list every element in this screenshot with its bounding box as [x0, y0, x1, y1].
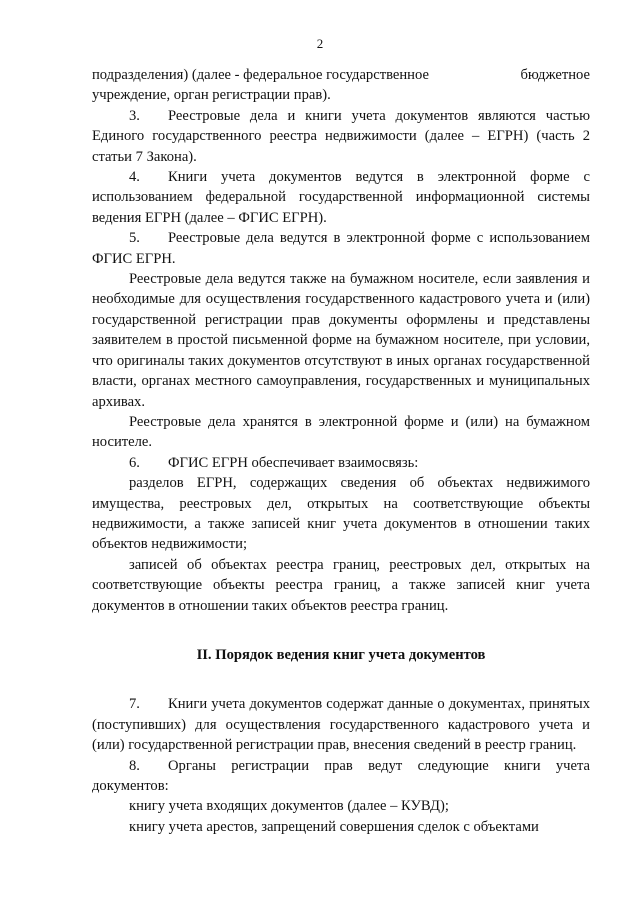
paragraph-text: ФГИС ЕГРН обеспечивает взаимосвязь:	[168, 454, 419, 471]
paragraph-number: 6.	[129, 454, 140, 471]
paragraph-5	[92, 228, 590, 269]
paragraph-text: Органы регистрации прав ведут следующие книги учета документов:	[92, 757, 590, 794]
paragraph-6-records: записей об объектах реестра границ, реестровых дел, открытых на соответствующие объекты реестра границ, а также записей книг учета документов в отношении таких объектов реестра границ.	[92, 556, 590, 614]
paragraph-text: Книги учета документов ведутся в электронной форме с использованием федеральной государственной информационной системы ведения ЕГРН (далее – ФГИС ЕГРН).	[92, 169, 590, 226]
paragraph-6-sections: разделов ЕГРН, содержащих сведения об объектах недвижимого имущества, реестровых дел, открытых на соответствующие объекты недвижимости, а также записей книг учета документов в отношении таких объектов недвижимости;	[92, 475, 590, 553]
paragraph-number: 4.	[129, 169, 140, 186]
continuation-line	[92, 65, 590, 85]
paragraph-5-paper: Реестровые дела ведутся также на бумажном носителе, если заявления и необходимые для осуществления государственного кадастрового учета и (или) государственной регистрации прав документы оформлены и представлены заявителем в простой письменной форме на бумажном носителе, при условии, что оригиналы таких документов отсутствуют в иных органах государственной власти, органах местного самоуправления, государственных и муниципальных архивах.	[92, 271, 590, 410]
paragraph-text: Реестровые дела ведутся в электронной форме с использованием ФГИС ЕГРН.	[92, 230, 590, 267]
section-heading: II. Порядок ведения книг учета документов	[196, 646, 486, 663]
document-body	[92, 65, 590, 837]
continuation-text-left: подразделения) (далее - федеральное государственное	[92, 67, 429, 83]
continuation-paragraph: учреждение, орган регистрации прав).	[92, 87, 331, 104]
paragraph-8-arrests: книгу учета арестов, запрещений совершения сделок с объектами	[129, 818, 539, 835]
paragraph-4	[92, 167, 590, 228]
paragraph-7	[92, 694, 590, 755]
page-number: 2	[316, 36, 324, 51]
paragraph-6	[92, 453, 590, 473]
paragraph-3	[92, 106, 590, 167]
paragraph-8	[92, 756, 590, 797]
paragraph-8-kuvd: книгу учета входящих документов (далее – КУВД);	[129, 798, 449, 815]
paragraph-number: 3.	[129, 107, 140, 124]
paragraph-number: 7.	[129, 696, 140, 713]
paragraph-text: Реестровые дела и книги учета документов являются частью Единого государственного реестра недвижимости (далее – ЕГРН) (часть 2 статьи 7 Закона).	[92, 107, 590, 165]
paragraph-text: Книги учета документов содержат данные о документах, принятых (поступивших) для осуществления государственного кадастрового учета и (или) государственной регистрации прав, внесения сведений в реестр границ.	[92, 696, 590, 754]
paragraph-number: 5.	[129, 230, 140, 247]
continuation-text-right: бюджетное	[520, 67, 590, 83]
paragraph-5-storage: Реестровые дела хранятся в электронной форме и (или) на бумажном носителе.	[92, 413, 590, 451]
paragraph-number: 8.	[129, 757, 140, 774]
